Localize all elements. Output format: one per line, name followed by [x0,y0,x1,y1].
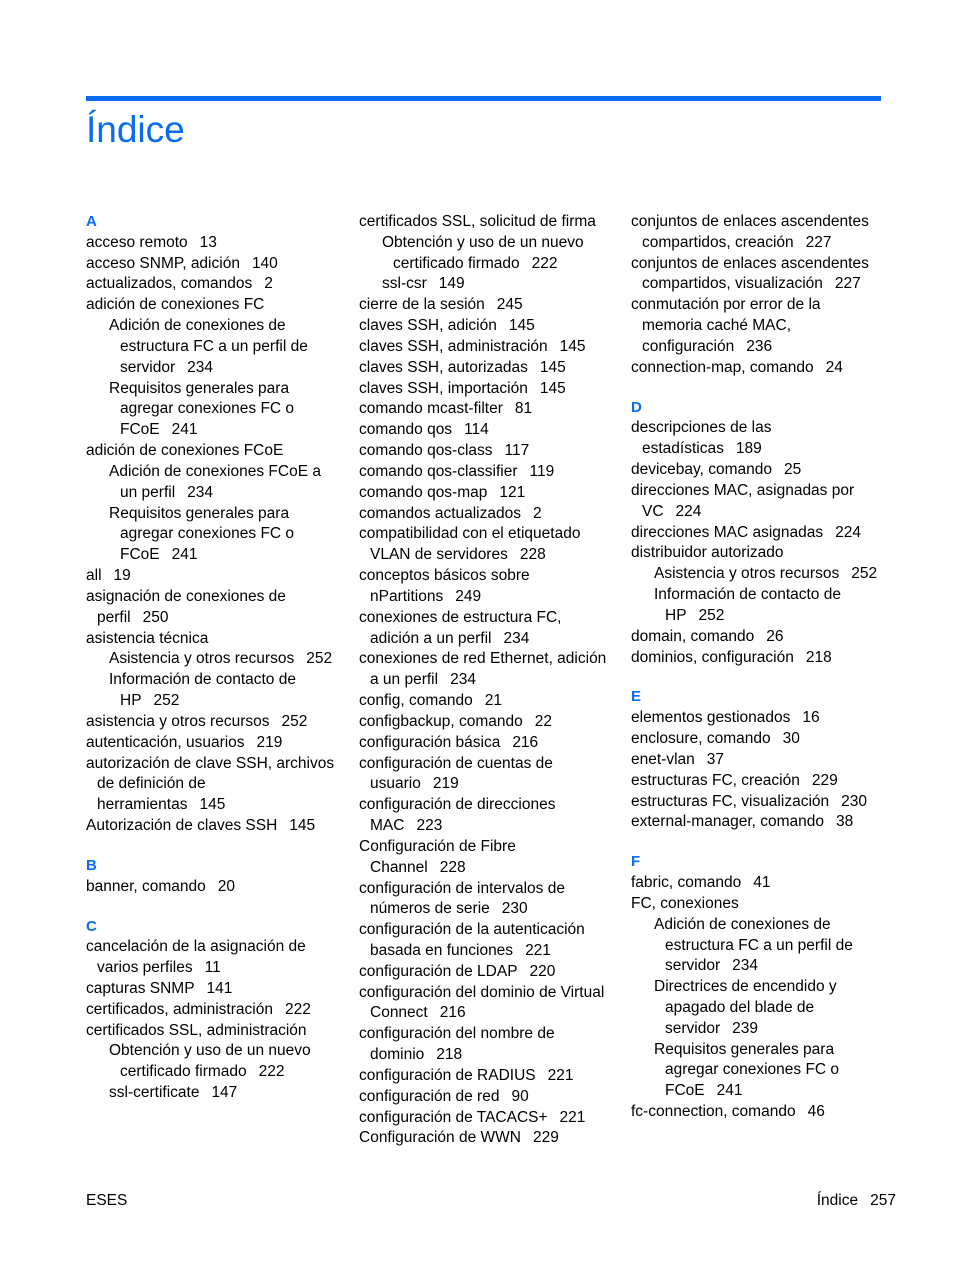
index-entry [359,649,611,691]
entry-page-number[interactable]: 121 [499,483,526,501]
index-entry [631,295,883,357]
entry-text: asignación de conexiones de perfil [86,587,286,626]
index-entry [86,441,338,462]
index-entry [631,648,883,669]
index-entry [359,1024,611,1066]
footer-left: ESES [86,1192,128,1209]
entry-page-number[interactable]: 19 [113,567,131,585]
entry-page-number[interactable]: 147 [211,1084,238,1102]
entry-text: Información de contacto de HP [654,586,841,624]
index-entry [86,587,338,629]
entry-text: Asistencia y otros recursos [109,650,295,668]
entry-page-number[interactable]: 234 [187,483,214,501]
entry-text: configuración de LDAP [359,962,518,980]
entry-text: distribuidor autorizado [631,544,784,562]
entry-page-number[interactable]: 234 [732,957,759,975]
index-column-3 [631,212,883,1142]
entry-page-number[interactable]: 236 [746,337,773,355]
entry-text: comando mcast-filter [359,400,503,418]
entry-page-number[interactable]: 20 [217,877,236,895]
entry-page-number[interactable]: 2 [264,275,273,293]
index-subentry [86,670,338,712]
index-entry [359,316,611,337]
index-entry [359,837,611,879]
entry-text: conjuntos de enlaces ascendentes compartidos, creación [631,213,869,251]
index-entry [359,962,611,983]
entry-text: configuración de intervalos de números de serie [359,879,565,918]
index-entry [359,733,611,754]
index-subentry [359,274,611,295]
entry-text: Asistencia y otros recursos [654,565,840,583]
entry-text: compatibilidad con el etiquetado VLAN de servidores [359,525,581,564]
section-letter: D [631,398,642,416]
index-entry [86,754,338,816]
entry-page-number[interactable]: 145 [199,796,226,814]
index-subentry [86,462,338,504]
footer-right [817,1191,896,1211]
entry-text: all [86,567,102,585]
index-subentry [86,649,338,670]
section-letter: C [86,917,97,935]
index-entry [631,771,883,792]
entry-page-number[interactable]: 145 [508,317,535,335]
entry-page-number[interactable]: 221 [559,1108,586,1126]
index-entry [359,483,611,504]
entry-text: fc-connection, comando [631,1103,796,1121]
index-entry [631,460,883,481]
entry-page-number[interactable]: 2 [533,504,542,522]
index-entry [86,733,338,754]
entry-page-number[interactable]: 252 [698,606,725,624]
entry-page-number[interactable]: 114 [464,421,489,439]
index-entry [631,812,883,833]
entry-page-number[interactable]: 241 [171,421,198,439]
index-entry [86,877,338,898]
entry-text: cierre de la sesión [359,296,485,314]
entry-text: enclosure, comando [631,730,771,748]
entry-page-number[interactable]: 145 [559,337,586,355]
entry-text: comandos actualizados [359,504,521,522]
index-entry [631,873,883,894]
index-entry [359,1066,611,1087]
entry-text: configuración de red [359,1087,500,1105]
entry-text: conceptos básicos sobre nPartitions [359,567,530,605]
entry-page-number[interactable]: 25 [784,461,802,479]
section-letter: B [86,856,97,874]
entry-text: comando qos-classifier [359,462,518,480]
index-entry [86,274,338,295]
index-entry [359,608,611,650]
entry-page-number[interactable]: 227 [805,233,832,251]
index-entry [86,712,338,733]
entry-page-number[interactable]: 145 [289,817,316,835]
entry-page-number[interactable]: 145 [539,358,566,376]
entry-text: configuración básica [359,733,501,751]
entry-page-number[interactable]: 230 [841,792,867,810]
entry-text: direcciones MAC asignadas [631,523,824,541]
entry-page-number[interactable]: 30 [782,730,800,748]
entry-page-number[interactable]: 223 [416,817,443,835]
index-entry [86,937,338,979]
index-entry [631,1102,883,1123]
entry-text: cancelación de la asignación de varios perfiles [86,938,306,977]
entry-text: domain, comando [631,627,755,645]
entry-text: devicebay, comando [631,461,773,479]
entry-page-number[interactable]: 41 [753,874,771,892]
entry-page-number[interactable]: 252 [281,712,308,730]
entry-text: actualizados, comandos [86,275,253,293]
index-entry [631,523,883,544]
entry-text: external-manager, comando [631,813,825,831]
index-entry [359,1087,611,1108]
entry-text: configuración de direcciones MAC [359,796,556,835]
entry-text: Requisitos generales para agregar conexiones FC o FCoE [109,504,295,564]
entry-page-number[interactable]: 222 [284,1000,311,1018]
index-entry [359,462,611,483]
entry-page-number[interactable]: 230 [501,900,528,918]
entry-text: conjuntos de enlaces ascendentes compartidos, visualización [631,254,869,293]
entry-text: dominios, configuración [631,648,794,666]
index-subentry [86,504,338,566]
index-entry [359,504,611,525]
index-section [86,917,338,1104]
entry-page-number[interactable]: 218 [805,648,832,666]
entry-text: adición de conexiones FCoE [86,442,284,460]
entry-page-number[interactable]: 90 [511,1087,529,1105]
entry-page-number[interactable]: 228 [439,858,466,876]
entry-text: Requisitos generales para agregar conexiones FC o FCoE [109,379,295,439]
entry-text: asistencia técnica [86,629,209,647]
index-entry [359,420,611,441]
index-entry [359,379,611,400]
entry-text: adición de conexiones FC [86,296,265,314]
entry-page-number[interactable]: 24 [825,358,843,376]
entry-text: claves SSH, adición [359,317,497,335]
entry-text: asistencia y otros recursos [86,712,270,730]
entry-page-number[interactable]: 216 [439,1004,466,1022]
index-entry [86,979,338,1000]
index-section [631,398,883,669]
entry-page-number[interactable]: 249 [455,587,482,605]
entry-page-number[interactable]: 46 [807,1103,825,1121]
section-letter: F [631,853,641,871]
entry-text: autenticación, usuarios [86,733,245,751]
entry-page-number[interactable]: 241 [171,546,198,564]
page-title: Índice [86,109,185,150]
entry-text: capturas SNMP [86,979,195,997]
entry-text: conexiones de red Ethernet, adición a un perfil [359,650,607,689]
entry-text: comando qos [359,421,453,439]
entry-text: comando qos-map [359,483,488,501]
entry-text: Requisitos generales para agregar conexiones FC o FCoE [654,1040,840,1100]
index-column-1 [86,212,338,1123]
entry-page-number[interactable]: 252 [306,650,333,668]
entry-page-number[interactable]: 119 [529,462,555,480]
entry-page-number[interactable]: 141 [206,979,233,997]
index-subentry [86,316,338,378]
entry-page-number[interactable]: 21 [484,692,502,710]
index-entry [631,254,883,296]
index-entry [359,1128,611,1149]
entry-page-number[interactable]: 221 [525,941,551,959]
index-entry [359,212,611,233]
entry-text: connection-map, comando [631,358,814,376]
index-entry [359,754,611,796]
index-entry [359,879,611,921]
entry-text: configuración de la autenticación basada en funciones [359,921,585,959]
index-subentry [86,1041,338,1083]
index-entry [359,712,611,733]
index-entry [359,983,611,1025]
entry-text: Información de contacto de HP [109,671,296,710]
entry-page-number[interactable]: 241 [716,1082,743,1100]
index-entry [631,543,883,564]
entry-page-number[interactable]: 245 [496,296,523,314]
entry-text: configbackup, comando [359,712,523,730]
entry-page-number[interactable]: 117 [504,442,530,460]
entry-text: config, comando [359,692,473,710]
entry-page-number[interactable]: 228 [519,546,546,564]
index-entry [359,920,611,962]
entry-text: acceso remoto [86,233,188,251]
index-entry [631,358,883,379]
entry-text: ssl-certificate [109,1084,200,1102]
entry-page-number[interactable]: 221 [547,1066,574,1084]
index-entry [631,212,883,254]
entry-page-number[interactable]: 22 [534,712,552,730]
entry-text: descripciones de las estadísticas [631,419,772,458]
section-letter: E [631,688,642,706]
entry-page-number[interactable]: 224 [675,502,702,520]
index-entry [86,295,338,316]
index-entry [631,792,883,813]
section-letter: A [86,213,97,230]
entry-text: elementos gestionados [631,709,791,727]
index-entry [359,1108,611,1129]
index-entry [86,566,338,587]
entry-text: banner, comando [86,877,206,895]
entry-page-number[interactable]: 219 [432,775,459,793]
entry-page-number[interactable]: 239 [732,1019,759,1037]
index-entry [86,629,338,650]
entry-text: configuración de RADIUS [359,1066,536,1084]
entry-text: configuración de TACACS+ [359,1108,548,1126]
entry-text: certificados SSL, administración [86,1021,307,1039]
entry-page-number[interactable]: 189 [735,440,762,458]
entry-text: enet-vlan [631,750,695,768]
entry-text: ssl-csr [382,275,427,293]
index-entry [359,295,611,316]
index-entry [631,627,883,648]
entry-page-number[interactable]: 16 [802,709,820,727]
index-entry [631,708,883,729]
footer-section-label: Índice [816,1192,859,1209]
entry-text: Configuración de Fibre Channel [359,837,516,876]
entry-page-number[interactable]: 234 [187,358,214,376]
entry-page-number[interactable]: 252 [851,565,878,583]
index-subentry [631,915,883,977]
index-entry [359,358,611,379]
index-section [86,856,338,898]
entry-page-number[interactable]: 222 [531,254,558,272]
index-entry [359,399,611,420]
entry-text: Adición de conexiones de estructura FC a un perfil de servidor [654,915,853,975]
index-entry [359,691,611,712]
entry-page-number[interactable]: 250 [142,608,169,626]
entry-page-number[interactable]: 218 [436,1046,463,1064]
entry-text: comando qos-class [359,442,493,460]
entry-page-number[interactable]: 140 [251,254,278,272]
entry-text: conexiones de estructura FC, adición a un perfil [359,608,562,647]
title-rule [86,96,881,101]
index-entry [86,1000,338,1021]
index-entry [359,441,611,462]
entry-page-number[interactable]: 26 [766,627,784,645]
index-column-2 [359,212,611,1168]
entry-text: estructuras FC, creación [631,771,800,789]
entry-page-number[interactable]: 234 [450,671,476,689]
entry-text: FC, conexiones [631,894,739,912]
footer-page-number: 257 [870,1192,896,1209]
entry-page-number[interactable]: 11 [204,959,221,977]
entry-page-number[interactable]: 145 [539,379,566,397]
entry-page-number[interactable]: 37 [706,750,725,768]
entry-text: Configuración de WWN [359,1129,521,1147]
entry-text: claves SSH, autorizadas [359,358,528,376]
entry-text: Adición de conexiones FCoE a un perfil [109,462,321,501]
index-subentry [631,977,883,1039]
entry-page-number[interactable]: 220 [529,962,556,980]
index-entry [359,524,611,566]
entry-text: direcciones MAC, asignadas por VC [631,481,855,520]
index-entry [631,729,883,750]
index-subentry [86,1083,338,1104]
index-section [86,212,338,837]
index-entry [86,233,338,254]
index-entry [631,894,883,915]
entry-page-number[interactable]: 234 [503,629,530,647]
entry-text: Directrices de encendido y apagado del blade de servidor [654,978,837,1037]
entry-page-number[interactable]: 227 [834,275,861,293]
entry-text: Autorización de claves SSH [86,817,278,835]
entry-page-number[interactable]: 216 [512,733,539,751]
entry-text: autorización de clave SSH, archivos de definición de herramientas [86,754,335,814]
entry-page-number[interactable]: 229 [532,1129,559,1147]
index-subentry [631,1040,883,1102]
index-entry [359,566,611,608]
index-entry [631,750,883,771]
index-section [631,687,883,833]
entry-text: Adición de conexiones de estructura FC a un perfil de servidor [109,317,308,376]
index-section [631,212,883,379]
index-entry [86,254,338,275]
entry-text: certificados SSL, solicitud de firma [359,213,596,230]
index-section [631,852,883,1123]
entry-page-number[interactable]: 38 [836,813,854,831]
index-section [359,212,611,1149]
entry-text: configuración del nombre de dominio [359,1025,555,1064]
entry-page-number[interactable]: 229 [811,771,838,789]
entry-text: claves SSH, importación [359,379,528,397]
index-entry [86,816,338,837]
index-subentry [631,585,883,627]
entry-text: certificados, administración [86,1000,273,1018]
entry-text: estructuras FC, visualización [631,792,830,810]
index-subentry [86,379,338,441]
entry-text: configuración del dominio de Virtual Connect [359,983,605,1022]
entry-page-number[interactable]: 252 [153,692,180,710]
index-entry [631,481,883,523]
index-subentry [359,233,611,275]
entry-text: configuración de cuentas de usuario [359,754,553,793]
entry-page-number[interactable]: 222 [258,1063,285,1081]
entry-page-number[interactable]: 224 [835,523,861,541]
entry-text: acceso SNMP, adición [86,254,240,272]
entry-page-number[interactable]: 219 [256,733,283,751]
index-entry [631,418,883,460]
entry-page-number[interactable]: 13 [199,233,217,251]
entry-text: conmutación por error de la memoria caché MAC, configuración [631,296,821,355]
index-entry [359,337,611,358]
entry-page-number[interactable]: 149 [438,275,465,293]
entry-text: fabric, comando [631,874,742,892]
index-entry [359,795,611,837]
index-subentry [631,564,883,585]
index-entry [86,1021,338,1042]
entry-text: Obtención y uso de un nuevo certificado firmado [109,1042,311,1081]
entry-page-number[interactable]: 81 [514,400,533,418]
entry-text: Obtención y uso de un nuevo certificado firmado [382,233,584,272]
entry-text: claves SSH, administración [359,337,548,355]
